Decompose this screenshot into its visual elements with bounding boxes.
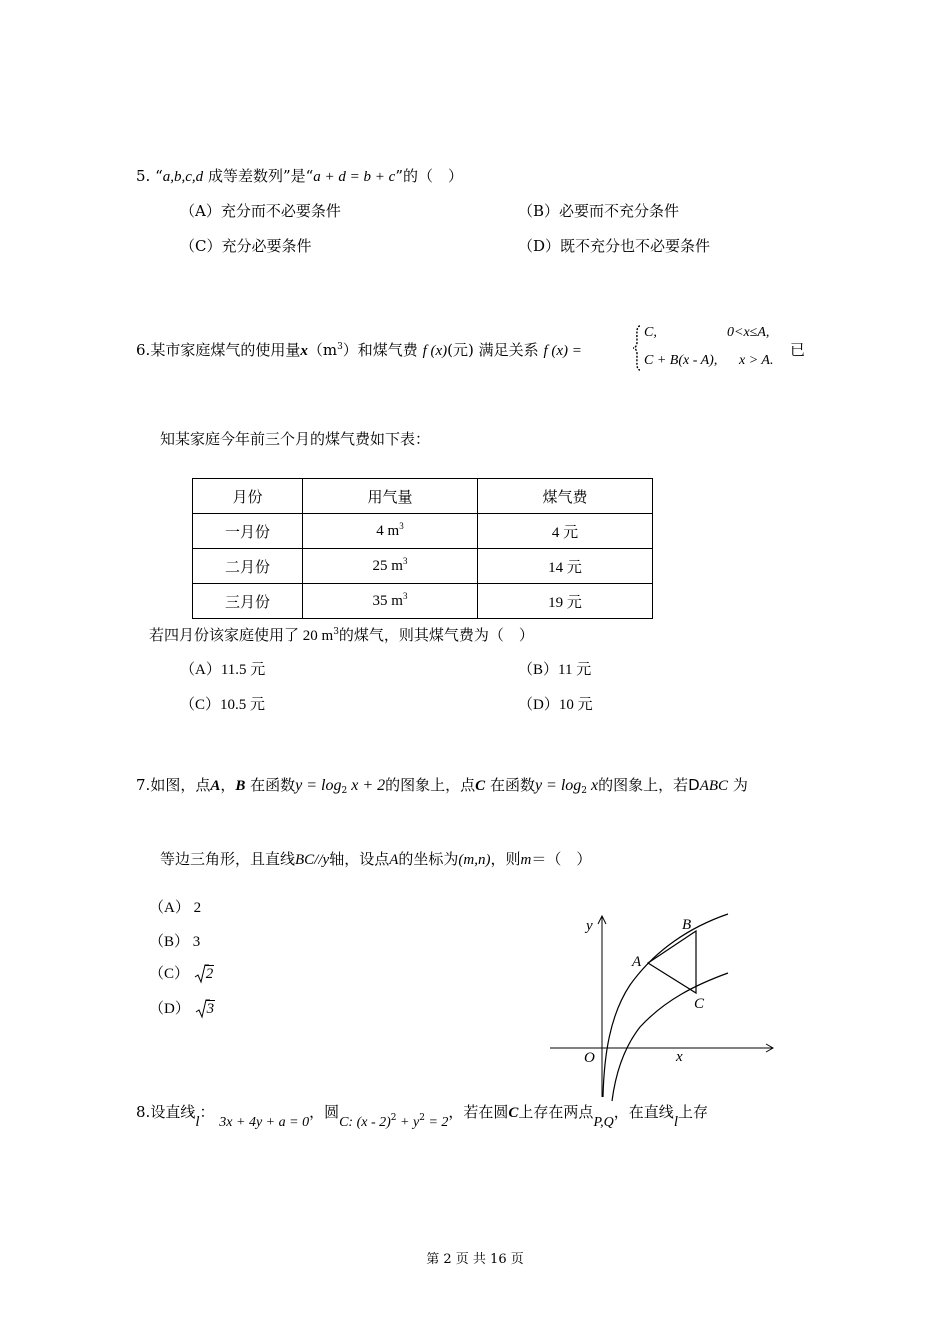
q7-option-c-label: （C） [149,966,190,982]
q6-text-2: （m [307,341,338,359]
q8-l: l [195,1114,200,1130]
q7-text-7: 等边三角形，且直线 [160,850,296,868]
q6-option-a[interactable]: （A）11.5 元 [180,662,266,678]
table-cell: 二月份 [193,549,303,584]
curve-lower [612,973,728,1101]
q6-fx: f (x) [422,343,448,359]
q7-text-5: 的图象上，若 [598,776,689,794]
q6-case-2-cond: x > A. [739,353,774,368]
y-label: y [586,918,593,934]
q5-option-a[interactable]: （A）充分而不必要条件 [180,202,341,220]
q6-text-1: 某市家庭煤气的使用量 [150,341,301,359]
cube-sup: 3 [333,627,339,637]
q6-option-b[interactable]: （B）11 元 [518,662,592,678]
q7-text-9: 的坐标为 [398,850,459,868]
q7-option-b[interactable]: （B） 3 [149,934,201,950]
q6-text-7a: 若四月份该家庭使用了 [149,626,300,644]
q7-log-base: 2 [341,786,348,796]
table-cell: 4 元 [478,514,653,549]
q6-option-c[interactable]: （C）10.5 元 [180,697,266,713]
q7-comma: ， [220,776,236,794]
cube-sup: 3 [399,520,404,531]
triangle-abc [648,931,696,993]
q8-l-2: l [673,1114,678,1130]
q7-mn: (m,n) [458,852,491,868]
cube-sup: 3 [402,590,408,601]
q7-text-8: 轴，设点 [329,850,390,868]
q7-graph [540,905,780,1105]
q8-text-2: ，圆 [309,1103,340,1121]
q7-point-a: A [210,778,221,794]
q6-number: 6. [136,341,151,359]
q6-option-d[interactable]: （D）10 元 [518,697,593,713]
table-row [193,549,653,584]
table-header: 用气量 [303,479,478,514]
q6-var-x: x [300,343,308,359]
q7-text-2: 在函数 [245,776,296,794]
sqrt-icon [195,966,215,983]
q6-text-7 [149,624,534,645]
q7-a: A [389,852,399,868]
q8-line-eq: 3x + 4y + a = 0 [219,1115,310,1130]
q7-text-3: 的图象上，点 [385,776,476,794]
q7-point-c: C [475,778,486,794]
q6-text-7b: 的煤气，则其煤气费为（ ） [338,626,534,644]
x-label: x [676,1049,683,1065]
q7-func-2: y = log [534,777,582,794]
q6-case-1-cond: 0<x≤A, [727,325,770,340]
q8-text-6: 上存 [677,1103,708,1121]
q7-abc: ABC [699,778,729,794]
q7-func-1b: x + 2 [347,777,386,794]
q5-option-b[interactable]: （B）必要而不充分条件 [518,202,680,220]
q8-text-5: ，在直线 [613,1103,674,1121]
q5-expr: a + d = b + c [313,169,396,185]
q6-text-3: ）和煤气费 [342,341,418,359]
table-cell: 14 元 [478,549,653,584]
q6-cube: 3 [337,342,343,352]
origin-label: O [584,1050,595,1066]
table-header: 煤气费 [478,479,653,514]
table-cell: 一月份 [193,514,303,549]
table-cell: 三月份 [193,584,303,619]
point-b-label: B [682,917,692,933]
q5-number: 5. [136,167,151,185]
q7-bc-y: BC//y [295,852,330,868]
q8-colon: ： [199,1103,215,1121]
q6-text-5: 已 [790,341,806,359]
q8-circle-c: = 2 [424,1115,449,1130]
table-header-row [193,479,653,514]
q7-option-c[interactable] [149,962,214,983]
q6-case-1: C, [644,325,657,340]
table-cell-value: 25 m [372,557,403,574]
q8-text-1: 设直线 [150,1103,196,1121]
q8-pq: P,Q [593,1115,614,1130]
q5-tail: ”的（ ） [395,167,463,185]
q8-stem [136,1101,708,1130]
q7-m: m [520,852,532,868]
q7-option-d[interactable] [149,997,215,1018]
q7-stem-2 [160,848,591,869]
q7-option-a[interactable]: （A） 2 [149,900,202,916]
q6-case-2: C + B(x - A), [644,353,718,368]
q7-text-10: ，则 [490,850,521,868]
q7-number: 7. [136,776,151,794]
q7-text-4: 在函数 [485,776,535,794]
q6-amount: 20 m [299,628,334,644]
cube-sup: 3 [402,555,408,566]
q8-number: 8. [136,1103,151,1121]
page-footer: 第 2 页 共 16 页 [426,1252,524,1267]
q5-vars: a,b,c,d [162,169,204,185]
q7-log-base: 2 [581,786,588,796]
gas-fee-table [192,478,653,619]
q6-text-4: (元) 满足关系 [447,341,539,359]
q7-root-c: 2 [205,966,214,982]
table-cell-value: 35 m [372,592,403,609]
table-cell-value: 4 m [376,522,400,539]
q5-quote-open: “ [155,167,163,185]
q7-func-2b: x [587,777,599,794]
q7-text-6: 为 [728,776,748,794]
table-row [193,584,653,619]
point-c-label: C [694,996,705,1012]
sqrt-icon [196,1001,216,1018]
q5-option-c[interactable]: （C）充分必要条件 [180,237,312,255]
q5-stem [136,165,463,186]
q5-option-d[interactable]: （D）既不充分也不必要条件 [518,237,711,255]
q7-root-d: 3 [206,1001,215,1017]
table-cell [303,514,478,549]
q8-circle-eq [339,1114,448,1130]
q7-option-d-label: （D） [149,1001,190,1017]
q7-stem [136,774,748,795]
triangle-icon: D [688,776,700,794]
q7-text-11: ＝（ ） [531,850,592,868]
table-cell [303,549,478,584]
q8-text-4: 上存在两点 [518,1103,594,1121]
q8-c: C [508,1105,519,1121]
q7-point-b: B [235,778,246,794]
table-row [193,514,653,549]
point-a-label: A [632,954,642,970]
q8-circle-a: C: (x - 2) [339,1115,391,1130]
q8-text-3: ，若在圆 [448,1103,509,1121]
q8-sq: 2 [390,1113,397,1123]
q6-stem [136,339,582,360]
q7-text-1: 如图，点 [150,776,211,794]
q5-mid: 成等差数列”是“ [203,167,314,185]
q8-sq: 2 [419,1113,425,1123]
table-header: 月份 [193,479,303,514]
table-cell [303,584,478,619]
q6-fx-def: f (x) = [543,343,582,359]
q6-brace [632,324,644,372]
q7-func-1: y = log [295,777,342,794]
q8-circle-b: + y [396,1115,420,1130]
q6-text-6: 知某家庭今年前三个月的煤气费如下表： [160,430,431,448]
curve-upper [603,914,728,1097]
table-cell: 19 元 [478,584,653,619]
